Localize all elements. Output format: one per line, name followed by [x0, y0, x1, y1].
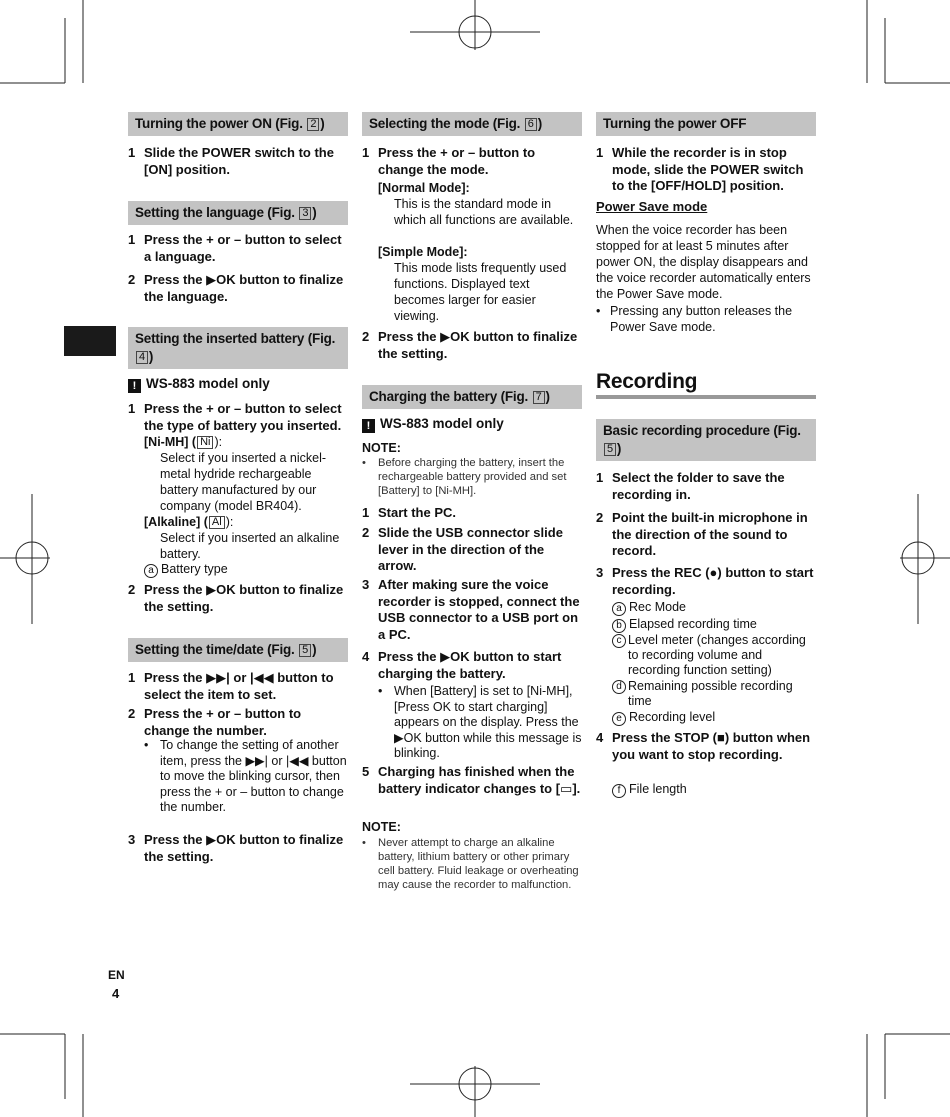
nimh-battery-icon: Ni [197, 436, 213, 449]
time-step-2: 2 Press the + or – button to change the number. [128, 706, 302, 738]
nimh-description: Select if you inserted a nickel-metal hydride rechargeable battery manufactured by our company (model BR404). [160, 451, 327, 513]
page-number: 4 [112, 986, 120, 1001]
language-heading: Setting the language (Fig. 3 ) [128, 201, 348, 225]
battery-step-2: 2 Press the ▶OK button to finalize the setting. [128, 582, 344, 614]
caption-c: c Level meter (changes according to recording volume and recording function setting) [612, 633, 816, 678]
power-save-bullet: • Pressing any button releases the Power Save mode. [596, 304, 793, 334]
caption-b: b Elapsed recording time [612, 617, 757, 633]
note-2: • Never attempt to charge an alkaline battery, lithium battery or other primary cell battery. Fluid leakage or overheating may cause the recorder to malfunction. [362, 837, 579, 891]
recording-step-4: 4 Press the STOP (■) button when you want to stop recording. [596, 730, 811, 762]
time-heading: Setting the time/date (Fig. 5 ) [128, 638, 348, 662]
simple-mode-description: This mode lists frequently used functions. Displayed text becomes larger for easier viewing. [394, 261, 567, 323]
power-on-step-1: 1 Slide the POWER switch to the [ON] position. [128, 145, 334, 177]
note-heading-2: NOTE: [362, 820, 401, 834]
recording-heading: Basic recording procedure (Fig. 5 ) [596, 419, 816, 461]
caption-a: a Rec Mode [612, 600, 686, 616]
mode-step-2: 2 Press the ▶OK button to finalize the setting. [362, 329, 578, 361]
time-step-1: 1 Press the ▶▶| or |◀◀ button to select the item to set. [128, 670, 334, 702]
charge-warning: ! WS-883 model only [362, 416, 504, 433]
normal-mode-label: [Normal Mode]: [378, 181, 470, 195]
charge-step-5: 5 Charging has finished when the battery indicator changes to [▭]. [362, 764, 581, 796]
warning-icon: ! [128, 379, 141, 393]
normal-mode-description: This is the standard mode in which all functions are available. [394, 197, 574, 227]
recording-step-2: 2 Point the built-in microphone in the direction of the sound to record. [596, 510, 808, 558]
language-step-2: 2 Press the ▶OK button to finalize the language. [128, 272, 344, 304]
note-heading-1: NOTE: [362, 441, 401, 455]
note-1: • Before charging the battery, insert the rechargeable battery provided and set [Battery] to [Ni-MH]. [362, 457, 567, 497]
charge-step-4: 4 Press the ▶OK button to start charging the battery. [362, 649, 562, 681]
recording-title: Recording [596, 370, 816, 399]
battery-full-icon: ▭ [560, 780, 573, 796]
mode-heading: Selecting the mode (Fig. 6 ) [362, 112, 582, 136]
warning-icon: ! [362, 419, 375, 433]
battery-heading: Setting the inserted battery (Fig. 4 ) [128, 327, 348, 369]
charge-step-1: 1 Start the PC. [362, 505, 457, 520]
caption-e: e Recording level [612, 710, 715, 726]
alkaline-label: [Alkaline] ( Al ): [144, 515, 234, 529]
charge-step-3: 3 After making sure the voice recorder is stopped, connect the USB connector to a USB port on a PC. [362, 577, 580, 642]
nimh-label: [Ni-MH] ( Ni ): [144, 435, 223, 449]
charge-step-2: 2 Slide the USB connector slide lever in the direction of the arrow. [362, 525, 563, 573]
recording-step-1: 1 Select the folder to save the recording in. [596, 470, 785, 502]
alkaline-description: Select if you inserted an alkaline battery. [160, 531, 340, 561]
charge-bullet: • When [Battery] is set to [Ni-MH], [Press OK to start charging] appears on the display. Press the ▶OK button while this message is blinking. [378, 684, 582, 760]
caption-a: a Battery type [144, 562, 228, 578]
power-save-text: When the voice recorder has been stopped for at least 5 minutes after power ON, the display disappears and the voice recorder automatically enters the Power Save mode. [596, 223, 811, 301]
mode-step-1: 1 Press the + or – button to change the mode. [362, 145, 536, 177]
caption-f: f File length [612, 782, 687, 798]
section-tab-marker [64, 326, 116, 356]
battery-warning: ! WS-883 model only [128, 376, 270, 393]
time-bullet: • To change the setting of another item, press the ▶▶| or |◀◀ button to move the blinking cursor, then press the + or – button to change the number. [144, 738, 347, 814]
caption-d: d Remaining possible recording time [612, 679, 816, 709]
footer-language: EN [108, 968, 125, 982]
power-on-heading: Turning the power ON (Fig. 2 ) [128, 112, 348, 136]
battery-step-1: 1 Press the + or – button to select the type of battery you inserted. [128, 401, 342, 433]
power-off-step-1: 1 While the recorder is in stop mode, slide the POWER switch to the [OFF/HOLD] position. [596, 145, 804, 193]
alkaline-battery-icon: Al [209, 516, 225, 529]
time-step-3: 3 Press the ▶OK button to finalize the setting. [128, 832, 344, 864]
power-save-title: Power Save mode [596, 199, 708, 214]
language-step-1: 1 Press the + or – button to select a language. [128, 232, 342, 264]
charge-heading: Charging the battery (Fig. 7 ) [362, 385, 582, 409]
power-off-heading: Turning the power OFF [596, 112, 816, 136]
recording-step-3: 3 Press the REC (●) button to start recording. [596, 565, 814, 597]
simple-mode-label: [Simple Mode]: [378, 245, 468, 259]
